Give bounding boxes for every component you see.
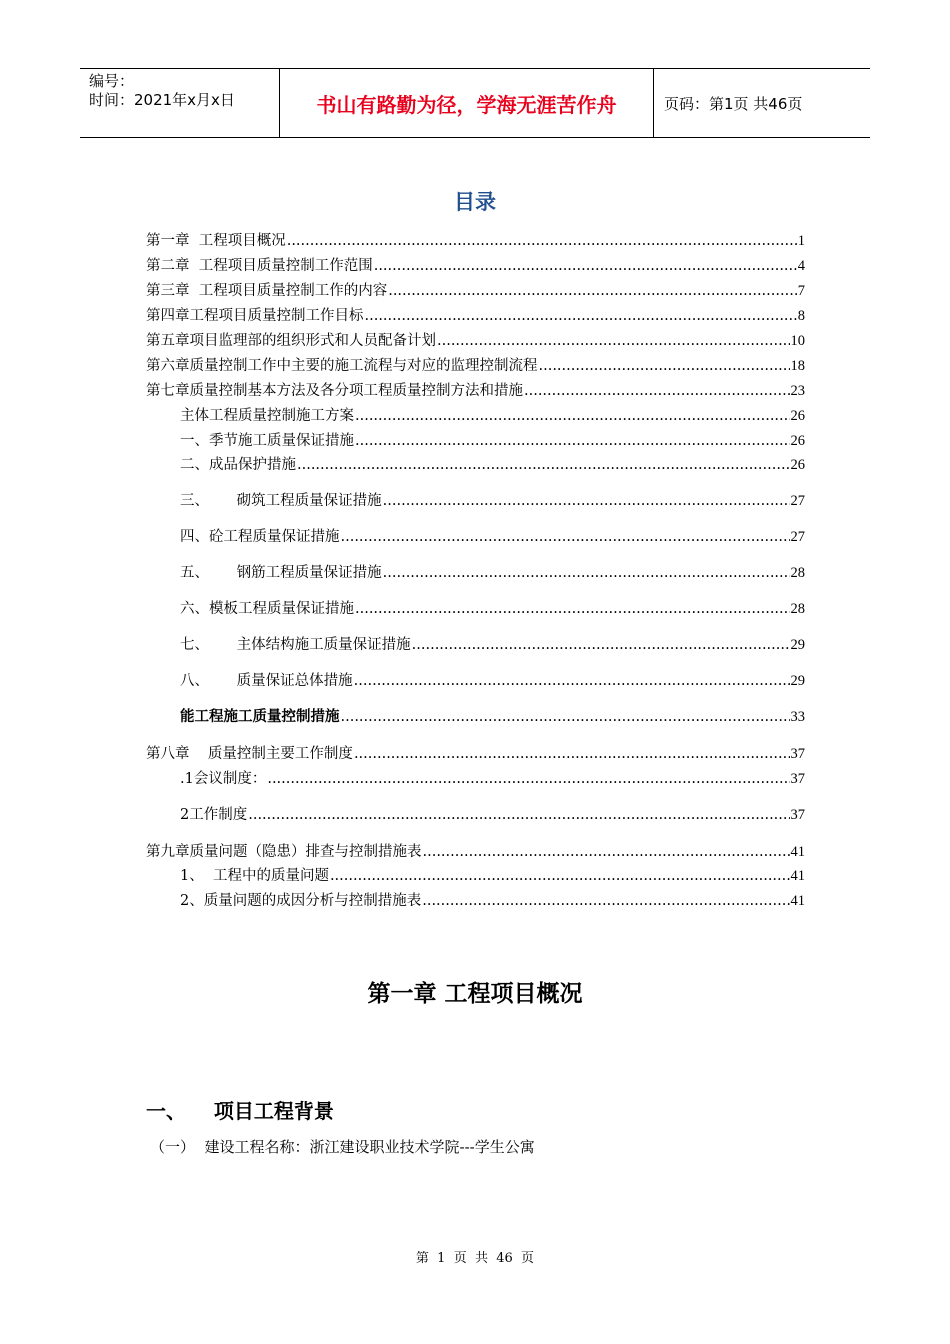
page-footer: 第 1 页 共 46 页: [415, 1251, 535, 1266]
toc-item-label: 一、季节施工质量保证措施: [180, 433, 354, 449]
toc-item-label: 第一章 工程项目概况: [146, 233, 286, 249]
toc-item-page: 29: [790, 637, 805, 653]
toc-item-label: 三、 砌筑工程质量保证措施: [180, 493, 382, 509]
toc-item-label: 二、成品保护措施: [180, 457, 296, 473]
toc-item[interactable]: [180, 528, 805, 546]
toc-leader: [287, 232, 797, 250]
toc-item-page: 28: [790, 565, 805, 581]
toc-item[interactable]: [146, 257, 805, 275]
toc-item[interactable]: [146, 843, 805, 861]
toc-item-label: 第八章 质量控制主要工作制度: [146, 746, 353, 762]
toc-item-page: 29: [790, 673, 805, 689]
toc-item-page: 41: [790, 868, 805, 884]
toc-leader: [341, 708, 790, 726]
toc-leader: [355, 432, 790, 450]
toc-item-label: 主体工程质量控制施工方案: [180, 408, 354, 424]
toc-item[interactable]: [180, 672, 805, 690]
toc-item[interactable]: [180, 770, 805, 788]
toc-leader: [330, 867, 790, 885]
toc-item[interactable]: [146, 357, 805, 375]
toc-title: 目录: [454, 190, 496, 214]
toc-item[interactable]: [146, 307, 805, 325]
toc-item-page: 26: [790, 457, 805, 473]
toc-item-label: 第二章 工程项目质量控制工作范围: [146, 258, 373, 274]
toc-leader: [267, 770, 789, 788]
toc-item-label: 第三章 工程项目质量控制工作的内容: [146, 283, 388, 299]
toc-leader: [383, 564, 790, 582]
toc-item-page: 26: [790, 408, 805, 424]
project-name-line: （一） 建设工程名称：浙江建设职业技术学院---学生公寓: [150, 1138, 535, 1156]
page-header: [80, 68, 870, 138]
toc-leader: [374, 257, 797, 275]
toc-item-page: 37: [790, 807, 805, 823]
toc-item-page: 26: [790, 433, 805, 449]
toc-item[interactable]: [146, 232, 805, 250]
toc-item[interactable]: [180, 600, 805, 618]
toc-leader: [297, 456, 790, 474]
toc-leader: [539, 357, 790, 375]
toc-leader: [355, 407, 790, 425]
toc-leader: [388, 282, 797, 300]
toc-leader: [437, 332, 790, 350]
toc-leader: [341, 528, 790, 546]
number-label: 编号：: [89, 72, 135, 90]
toc-item[interactable]: [180, 867, 805, 885]
toc-leader: [524, 382, 790, 400]
toc-item-page: 1: [797, 233, 805, 249]
toc-item-label: 四、砼工程质量保证措施: [180, 529, 340, 545]
toc-item-page: 8: [797, 308, 805, 324]
toc-item[interactable]: [146, 282, 805, 300]
toc-item[interactable]: [180, 492, 805, 510]
toc-item-label: 六、模板工程质量保证措施: [180, 601, 354, 617]
toc-item-page: 41: [790, 844, 805, 860]
toc-leader: [365, 307, 797, 325]
chapter-title: 第一章 工程项目概况: [367, 981, 583, 1007]
header-meta: [80, 69, 280, 137]
toc-leader: [422, 892, 789, 910]
toc-leader: [423, 843, 790, 861]
toc-item-label: 第四章工程项目质量控制工作目标: [146, 308, 364, 324]
toc-leader: [248, 806, 789, 824]
toc-item-label: 能工程施工质量控制措施: [180, 709, 340, 725]
toc-item-page: 28: [790, 601, 805, 617]
toc-item-label: 七、 主体结构施工质量保证措施: [180, 637, 411, 653]
toc-item[interactable]: [180, 564, 805, 582]
toc-item[interactable]: [180, 456, 805, 474]
toc-item-page: 33: [790, 709, 805, 725]
toc-item-label: 八、 质量保证总体措施: [180, 673, 353, 689]
toc-item[interactable]: [146, 382, 805, 400]
toc-item-label: 第六章质量控制工作中主要的施工流程与对应的监理控制流程: [146, 358, 538, 374]
toc-leader: [412, 636, 790, 654]
toc-item[interactable]: [180, 708, 805, 726]
toc-item[interactable]: [146, 332, 805, 350]
toc-item-page: 4: [797, 258, 805, 274]
section-title: 一、 项目工程背景: [146, 1099, 334, 1123]
toc-item-label: 2工作制度: [180, 807, 248, 823]
toc-item-page: 23: [790, 383, 805, 399]
toc-leader: [354, 745, 790, 763]
toc-item-page: 37: [790, 771, 805, 787]
time-label: 时间：2021年x月x日: [89, 91, 235, 109]
toc-item-label: 1、 工程中的质量问题: [180, 868, 329, 884]
toc-item-page: 10: [790, 333, 805, 349]
toc-item-label: .1会议制度：: [180, 771, 267, 787]
toc-item[interactable]: [180, 892, 805, 910]
toc-item-label: 2、质量问题的成因分析与控制措施表: [180, 893, 422, 909]
toc-leader: [354, 672, 790, 690]
toc-item-page: 27: [790, 493, 805, 509]
header-page-info: 页码：第1页 共46页: [664, 94, 803, 113]
header-motto: 书山有路勤为径，学海无涯苦作舟: [280, 69, 654, 137]
toc-item-page: 37: [790, 746, 805, 762]
toc-leader: [355, 600, 790, 618]
toc-item[interactable]: [180, 806, 805, 824]
toc-item[interactable]: [146, 745, 805, 763]
toc-item[interactable]: [180, 432, 805, 450]
toc-item-label: 第七章质量控制基本方法及各分项工程质量控制方法和措施: [146, 383, 523, 399]
toc-item-label: 第九章质量问题（隐患）排查与控制措施表: [146, 844, 422, 860]
toc-item[interactable]: [180, 636, 805, 654]
toc-item-page: 27: [790, 529, 805, 545]
toc-item-label: 五、 钢筋工程质量保证措施: [180, 565, 382, 581]
toc-item-label: 第五章项目监理部的组织形式和人员配备计划: [146, 333, 436, 349]
toc-item-page: 18: [790, 358, 805, 374]
toc-item-page: 7: [797, 283, 805, 299]
toc-item[interactable]: [180, 407, 805, 425]
toc-item-page: 41: [790, 893, 805, 909]
toc-leader: [383, 492, 790, 510]
